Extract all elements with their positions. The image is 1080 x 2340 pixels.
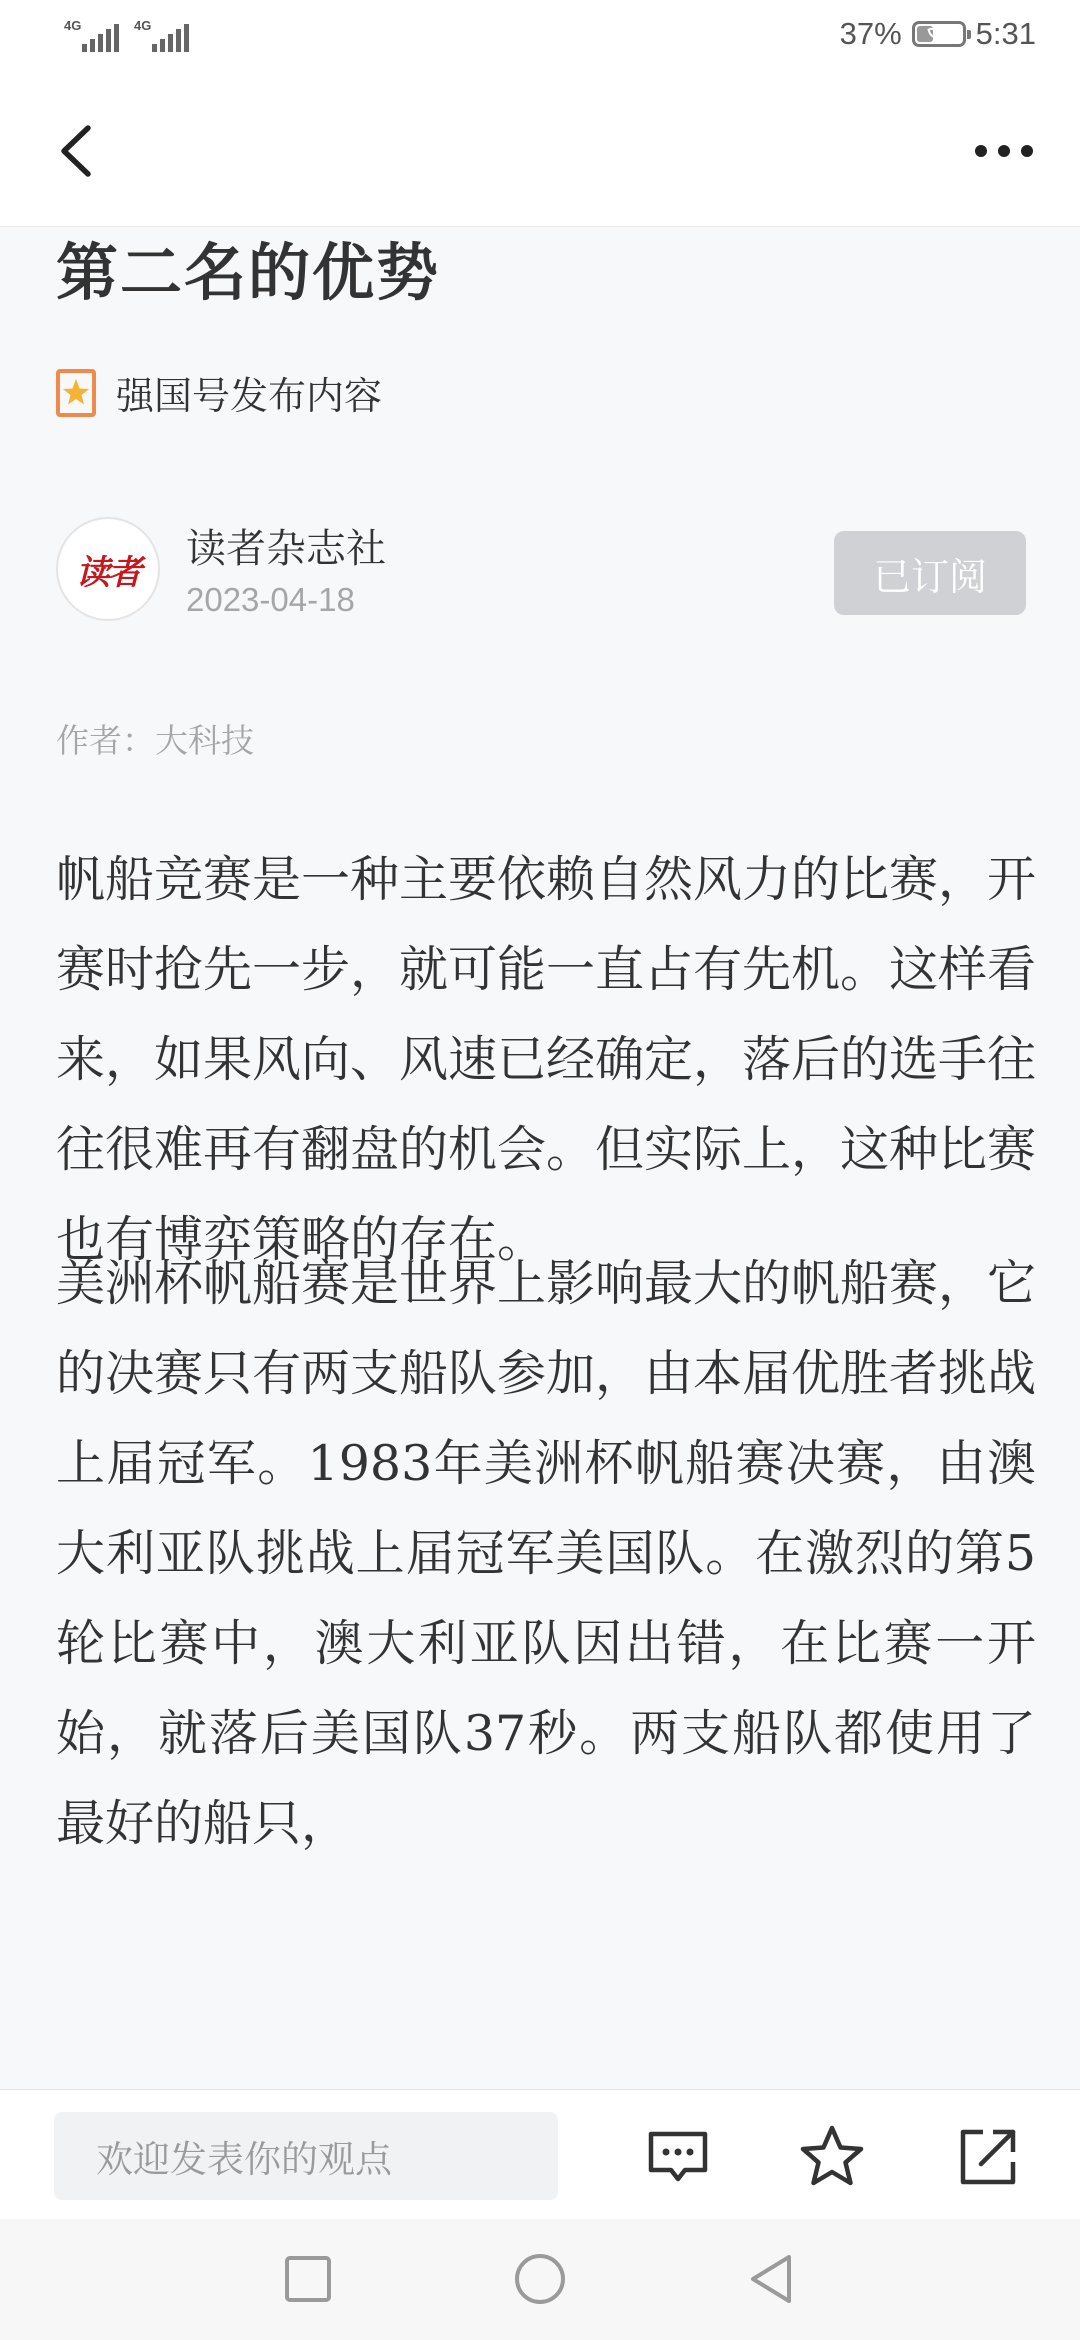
- system-nav-bar: [0, 2219, 1080, 2340]
- source-tag: [56, 365, 382, 420]
- network-type-1: 4G: [64, 18, 82, 33]
- signal-1-icon: [64, 18, 120, 52]
- battery-icon: [912, 21, 966, 47]
- publisher-avatar[interactable]: [56, 517, 160, 621]
- paragraph: 美洲杯帆船赛是世界上影响最大的帆船赛，它的决赛只有两支船队参加，由本届优胜者挑战上届冠军。1983年美洲杯帆船赛决赛，由澳大利亚队挑战上届冠军美国队。在激烈的第5轮比赛中，澳大利亚队因出错，在比赛一开始，就落后美国队37秒。两支船队都使用了最好的船只，: [56, 1255, 1037, 1852]
- comment-button[interactable]: [643, 2122, 713, 2192]
- signal-group: [64, 18, 190, 52]
- share-icon: [953, 2122, 1023, 2192]
- avatar-logo-text: 读者: [76, 552, 140, 593]
- back-button[interactable]: [50, 116, 110, 186]
- comment-icon: [643, 2122, 713, 2192]
- publisher-block: [56, 517, 1026, 627]
- more-button[interactable]: [968, 128, 1040, 174]
- network-type-2: 4G: [134, 18, 152, 33]
- battery-percent: 37%: [839, 16, 902, 51]
- circle-icon: [510, 2249, 570, 2309]
- more-horizontal-icon: [968, 128, 1040, 174]
- share-button[interactable]: [953, 2122, 1023, 2192]
- comment-input[interactable]: 欢迎发表你的观点: [54, 2112, 558, 2200]
- recent-apps-button[interactable]: [278, 2249, 338, 2309]
- paragraph: 帆船竞赛是一种主要依赖自然风力的比赛，开赛时抢先一步，就可能一直占有先机。这样看来，如果风向、风速已经确定，落后的选手往往很难再有翻盘的机会。但实际上，这种比赛也有博弈策略的存在。: [56, 851, 1037, 1268]
- triangle-back-icon: [742, 2249, 802, 2309]
- author-line: 作者：大科技: [56, 721, 254, 760]
- comment-bar: [0, 2089, 1080, 2220]
- chevron-left-icon: [50, 116, 110, 186]
- publisher-name[interactable]: 读者杂志社: [186, 526, 386, 572]
- favorite-button[interactable]: [797, 2122, 867, 2192]
- clock: 5:31: [975, 16, 1036, 51]
- star-icon: [797, 2122, 867, 2192]
- article-title: 第二名的优势: [56, 236, 441, 309]
- star-badge-icon: [56, 369, 96, 417]
- status-bar: [0, 0, 1080, 76]
- subscribe-button[interactable]: 已订阅: [834, 531, 1026, 615]
- article-content[interactable]: [0, 227, 1080, 2089]
- publish-date: 2023-04-18: [186, 581, 355, 618]
- square-icon: [278, 2249, 338, 2309]
- home-button[interactable]: [510, 2249, 570, 2309]
- nav-back-button[interactable]: [742, 2249, 802, 2309]
- signal-2-icon: [134, 18, 190, 52]
- app-bar: [0, 76, 1080, 227]
- status-right: [840, 16, 1036, 52]
- source-tag-label: 强国号发布内容: [116, 374, 383, 418]
